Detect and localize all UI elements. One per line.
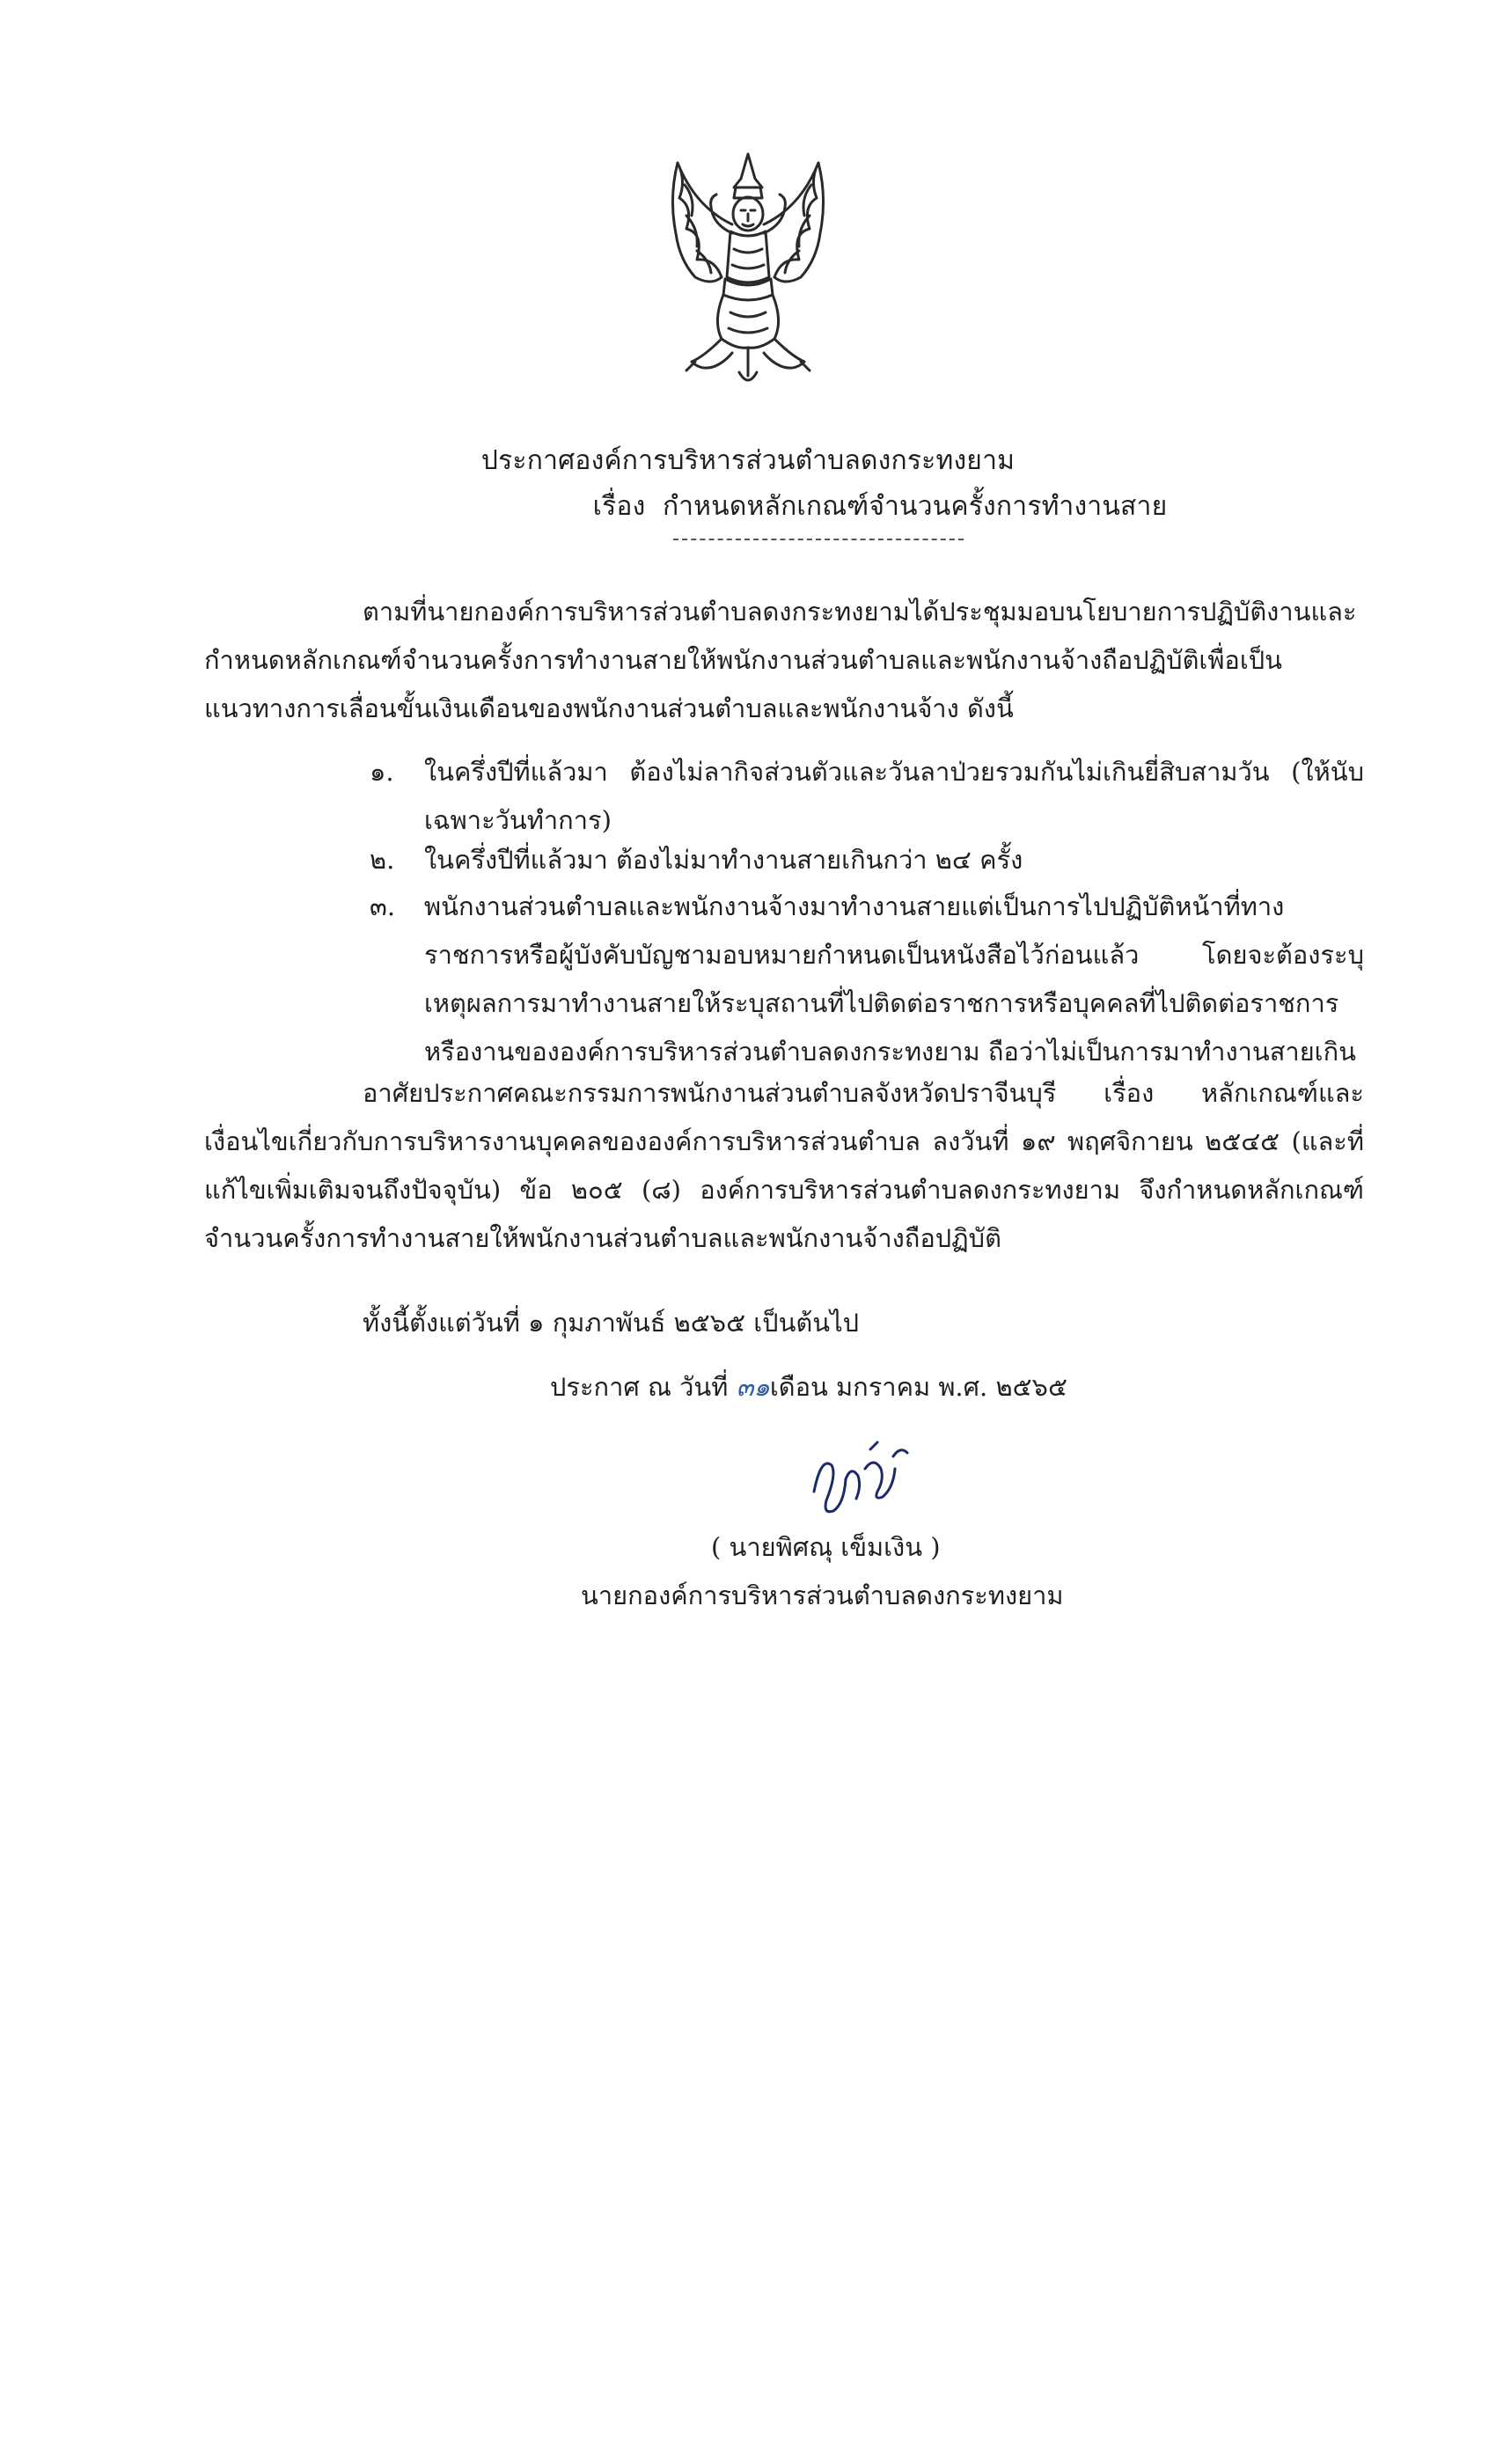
- subject-text: กำหนดหลักเกณฑ์จำนวนครั้งการทำงานสาย: [662, 491, 1168, 522]
- effective-date: ทั้งนี้ตั้งแต่วันที่ ๑ กุมภาพันธ์ ๒๕๖๕ เป็นต้นไป: [363, 1308, 860, 1338]
- item-number: ๑.: [370, 757, 394, 787]
- authority-paragraph: อาศัยประกาศคณะกรรมการพนักงานส่วนตำบลจังหวัดปราจีนบุรี เรื่อง หลักเกณฑ์และเงื่อนไขเกี่ยวกับการบริหารงานบุคคลขององค์การบริหารส่วนตำบล ลงวันที่ ๑๙ พฤศจิกายน ๒๕๔๕ (และที่แก้ไขเพิ่มเติมจนถึงปัจจุบัน) ข้อ ๒๐๕ (๘) องค์การบริหารส่วนตำบลดงกระทงยาม จึงกำหนดหลักเกณฑ์จำนวนครั้งการทำงานสายให้พนักงานส่วนตำบลและพนักงานจ้างถือปฏิบัติ: [204, 1078, 1364, 1253]
- announcement-subject: [132, 486, 1496, 527]
- subject-label: เรื่อง: [592, 491, 646, 522]
- announce-rest: เดือน มกราคม พ.ศ. ๒๕๖๕: [769, 1372, 1067, 1402]
- garuda-emblem-icon: [660, 145, 836, 399]
- announce-day: ๓๑: [736, 1372, 770, 1402]
- item-text: พนักงานส่วนตำบลและพนักงานจ้างมาทำงานสายแต่เป็นการไปปฏิบัติหน้าที่ทางราชการหรือผู้บังคับบัญชามอบหมายกำหนดเป็นหนังสือไว้ก่อนแล้ว โดยจะต้องระบุเหตุผลการมาทำงานสายให้ระบุสถานที่ไปติดต่อราชการหรือบุคคลที่ไปติดต่อราชการหรืองานขององค์การบริหารส่วนตำบลดงกระทงยาม ถือว่าไม่เป็นการมาทำงานสายเกิน: [424, 891, 1364, 1067]
- item-number: ๓.: [370, 891, 396, 921]
- announce-prefix: ประกาศ ณ วันที่: [550, 1372, 729, 1402]
- announce-date: [550, 1367, 1067, 1407]
- item-text: ในครึ่งปีที่แล้วมา ต้องไม่มาทำงานสายเกินกว่า ๒๔ ครั้ง: [424, 845, 1023, 875]
- signer-position: นายกองค์การบริหารส่วนตำบลดงกระทงยาม: [581, 1580, 1064, 1610]
- handwritten-signature: [796, 1430, 928, 1527]
- title-divider: [673, 539, 964, 540]
- intro-paragraph: ตามที่นายกองค์การบริหารส่วนตำบลดงกระทงยามได้ประชุมมอบนโยบายการปฏิบัติงานและกำหนดหลักเกณฑ์จำนวนครั้งการทำงานสายให้พนักงานส่วนตำบลและพนักงานจ้างถือปฏิบัติเพื่อเป็นแนวทางการเลื่อนขั้นเงินเดือนของพนักงานส่วนตำบลและพนักงานจ้าง ดังนี้: [204, 597, 1357, 723]
- item-number: ๒.: [370, 845, 395, 875]
- signer-name: ( นายพิศณุ เข็มเงิน ): [711, 1532, 941, 1562]
- item-text: ในครึ่งปีที่แล้วมา ต้องไม่ลากิจส่วนตัวและวันลาป่วยรวมกันไม่เกินยี่สิบสามวัน (ให้นับเฉพาะวันทำการ): [424, 757, 1364, 835]
- announcement-title: ประกาศองค์การบริหารส่วนตำบลดงกระทงยาม: [480, 445, 1016, 476]
